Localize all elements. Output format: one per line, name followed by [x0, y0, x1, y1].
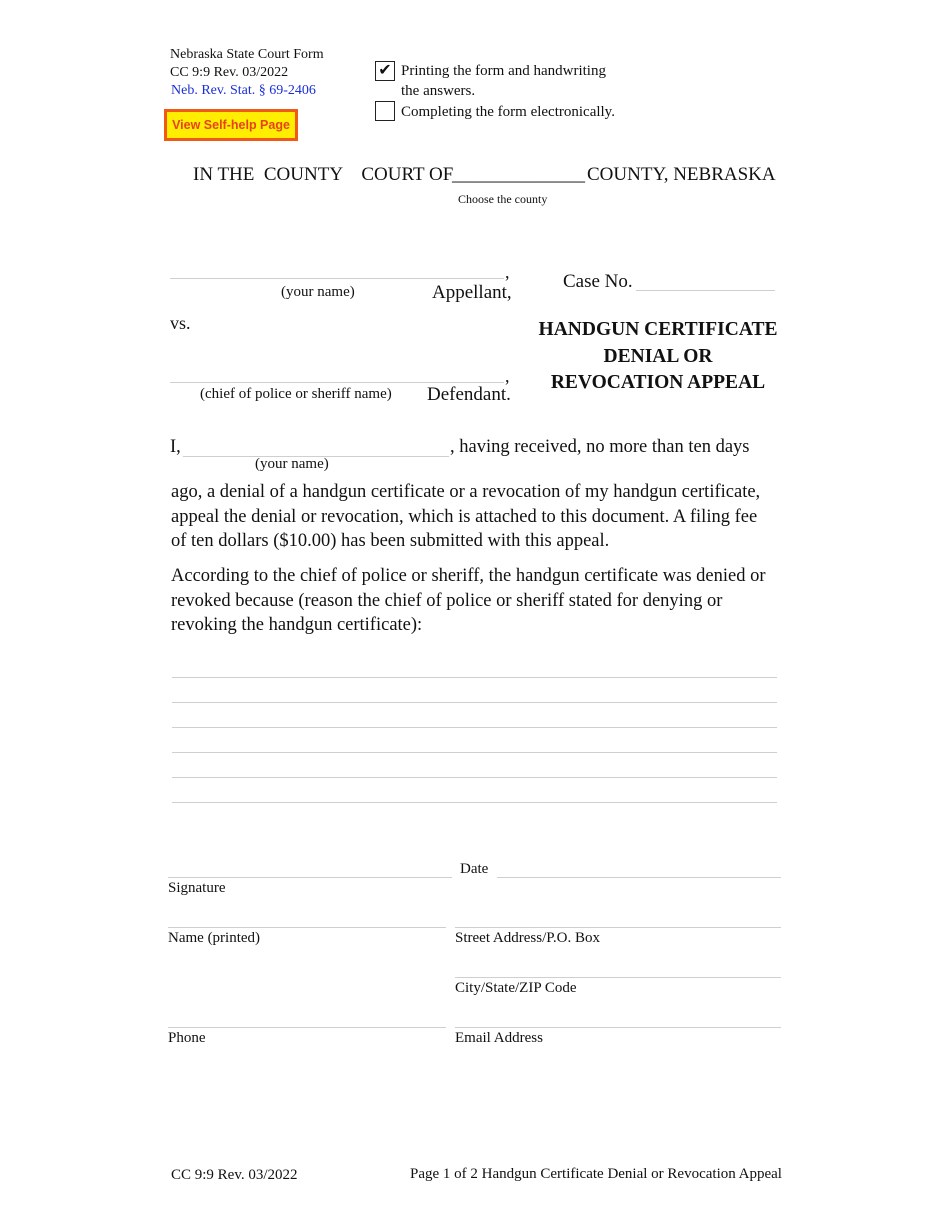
para1-line1: ago, a denial of a handgun certificate or a revocation of my handgun certificate,	[171, 482, 761, 502]
form-name: Nebraska State Court Form	[170, 47, 324, 62]
reason-line-3[interactable]	[172, 727, 777, 728]
date-input[interactable]	[497, 857, 781, 878]
street-address-label: Street Address/P.O. Box	[455, 930, 601, 946]
para2-line1: According to the chief of police or sheriff, the handgun certificate was denied or	[171, 566, 766, 586]
electronic-checkbox[interactable]	[375, 101, 395, 121]
city-state-zip-input[interactable]	[455, 957, 781, 978]
court-suffix: COUNTY, NEBRASKA	[587, 164, 776, 185]
para2-line2: revoked because (reason the chief of police or sheriff stated for denying or	[171, 590, 723, 611]
case-no-input[interactable]	[636, 270, 775, 291]
electronic-option-label: Completing the form electronically.	[401, 104, 615, 120]
printing-option-label	[401, 61, 606, 101]
reason-line-4[interactable]	[172, 752, 777, 753]
statement-paragraph-1	[171, 480, 791, 554]
defendant-hint: (chief of police or sheriff name)	[200, 386, 392, 402]
city-state-zip-label: City/State/ZIP Code	[455, 980, 577, 996]
self-help-button[interactable]: View Self-help Page	[164, 109, 298, 141]
email-label: Email Address	[455, 1030, 543, 1046]
phone-input[interactable]	[168, 1007, 446, 1028]
court-prefix: IN THE COUNTY COURT OF	[193, 164, 454, 185]
footer-page-info: Page 1 of 2 Handgun Certificate Denial or Revocation Appeal	[410, 1166, 782, 1182]
name-printed-label: Name (printed)	[168, 930, 261, 946]
form-number: CC 9:9 Rev. 03/2022	[170, 65, 289, 80]
phone-label: Phone	[168, 1030, 206, 1046]
date-label: Date	[460, 861, 489, 877]
statement-name-input[interactable]	[183, 436, 449, 457]
county-hint: Choose the county	[458, 192, 548, 206]
statement-i: I,	[170, 437, 181, 457]
statute-link[interactable]: Neb. Rev. Stat. § 69-2406	[171, 83, 316, 98]
footer-form-number: CC 9:9 Rev. 03/2022	[171, 1167, 298, 1183]
reason-line-1[interactable]	[172, 677, 777, 678]
case-no-label: Case No.	[563, 271, 633, 292]
vs-label: vs.	[170, 313, 191, 333]
appellant-comma: ,	[505, 262, 510, 282]
checkmark-icon: ✔	[378, 62, 392, 79]
printing-label-line2: the answers.	[401, 83, 476, 99]
printing-checkbox[interactable]	[375, 61, 395, 81]
title-line3: REVOCATION APPEAL	[550, 372, 766, 393]
title-line1: HANDGUN CERTIFICATE	[538, 319, 778, 340]
appellant-name-input[interactable]	[170, 258, 504, 279]
reason-line-5[interactable]	[172, 777, 777, 778]
county-select[interactable]: ______________	[452, 164, 585, 185]
para2-line3: revoking the handgun certificate):	[171, 615, 423, 635]
email-input[interactable]	[455, 1007, 781, 1028]
defendant-comma: ,	[505, 366, 510, 386]
statement-after-name: , having received, no more than ten days	[450, 437, 750, 457]
appellant-role: Appellant,	[432, 282, 512, 303]
statement-name-hint: (your name)	[255, 456, 329, 472]
signature-input[interactable]	[168, 857, 452, 878]
defendant-role: Defendant.	[427, 384, 511, 405]
printing-label-line1: Printing the form and handwriting	[401, 63, 606, 79]
street-address-input[interactable]	[455, 907, 781, 928]
form-title	[525, 317, 791, 397]
title-line2: DENIAL OR	[603, 345, 713, 367]
reason-line-2[interactable]	[172, 702, 777, 703]
appellant-hint: (your name)	[281, 284, 355, 300]
signature-label: Signature	[168, 880, 226, 896]
reason-line-6[interactable]	[172, 802, 777, 803]
para1-line3: of ten dollars ($10.00) has been submitted with this appeal.	[171, 531, 610, 551]
statement-paragraph-2	[171, 564, 791, 638]
name-printed-input[interactable]	[168, 907, 446, 928]
para1-line2: appeal the denial or revocation, which is attached to this document. A filing fee	[171, 506, 758, 527]
defendant-name-input[interactable]	[170, 362, 504, 383]
